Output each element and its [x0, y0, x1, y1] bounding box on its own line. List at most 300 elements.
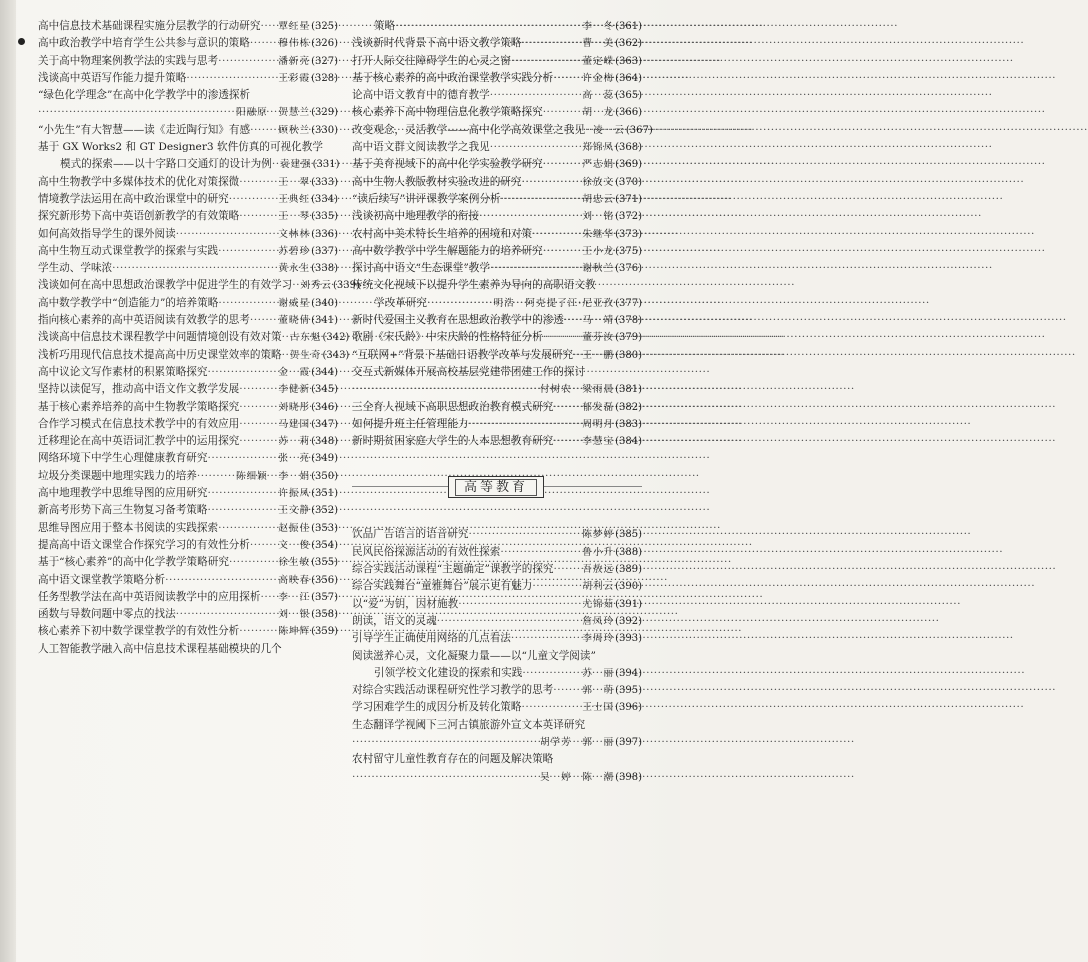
toc-entry-author: 王文静 [278, 505, 311, 517]
toc-entry[interactable] [38, 277, 360, 294]
toc-entry-page: (367) [625, 124, 653, 136]
toc-entry[interactable] [352, 751, 642, 786]
toc-entry-line [352, 596, 642, 613]
leader-dots [532, 578, 580, 595]
toc-entry-page: (341) [311, 315, 338, 327]
toc-entry-line [352, 329, 642, 346]
leader-dots [250, 537, 276, 554]
toc-entry-page: (335) [311, 211, 338, 223]
leader-dots [479, 208, 580, 225]
toc-entry-title: 高中数学教学中学生解题能力的培养研究 [352, 244, 543, 257]
leader-dots [250, 35, 276, 52]
toc-entry-line [352, 364, 642, 381]
toc-entry-page: (389) [615, 564, 642, 576]
toc-entry-title: 新高考形势下高三生物复习备考策略 [38, 504, 208, 517]
toc-entry-title: 传统文化视域下以提升学生素养为导向的高职语文教 [352, 279, 596, 292]
toc-entry-line [38, 554, 338, 571]
toc-entry-author: 李周玲 [582, 633, 615, 645]
toc-entry-line [352, 226, 642, 243]
toc-entry-author: 许金梅 [582, 72, 615, 84]
toc-entry-title: 基于美育视域下的高中化学实验教学研究 [352, 158, 543, 171]
toc-entry-line [38, 243, 338, 260]
toc-entry-author: 古东魁 [289, 332, 322, 344]
toc-entry-line [352, 295, 642, 312]
toc-entry[interactable] [352, 122, 653, 139]
leader-dots [197, 468, 234, 485]
leader-dots [564, 312, 580, 329]
toc-entry[interactable] [38, 589, 338, 606]
toc-entry-title: “读后续写”讲评课教学案例分析 [352, 192, 501, 205]
toc-entry-author: 周明月 [582, 418, 615, 430]
toc-entry-line [352, 191, 642, 208]
toc-entry-author: 高 蕊 [582, 90, 615, 102]
toc-entry[interactable] [38, 416, 338, 433]
toc-entry-page: (361) [615, 21, 642, 32]
toc-entry-title: 浅谈初高中地理教学的衔接 [352, 210, 480, 223]
toc-entry-author: 郭 萌 [582, 685, 615, 697]
toc-entry-title: 高中生物人教版教材实验改进的研究 [352, 175, 522, 188]
leader-dots [458, 596, 580, 613]
toc-entry-line [38, 329, 350, 346]
toc-entry-title: 浅谈新时代背景下高中语文教学策略 [352, 37, 522, 50]
toc-entry-page: (394) [615, 667, 642, 679]
toc-entry-title: 论高中语文教育中的德育教学 [352, 89, 490, 102]
toc-entry-title: 学生动、学味浓 [38, 262, 113, 275]
toc-entry[interactable] [352, 561, 642, 578]
toc-entry-line [38, 520, 338, 537]
toc-entry[interactable] [38, 520, 338, 537]
toc-entry-page: (344) [311, 366, 338, 378]
toc-entry-page: (351) [311, 488, 338, 500]
toc-entry[interactable] [352, 35, 642, 52]
toc-entry-line [352, 277, 642, 294]
toc-entry[interactable] [38, 364, 338, 381]
toc-entry-line [38, 502, 338, 519]
leader-dots [522, 35, 581, 52]
toc-entry-page: (390) [615, 581, 642, 593]
toc-entry-title: 基于核心素养的高中政治课堂教学实践分析 [352, 71, 554, 84]
toc-entry-page: (365) [615, 90, 642, 102]
toc-entry[interactable] [352, 243, 642, 260]
toc-entry-title: 饮品广告语言的语音研究 [352, 528, 469, 541]
leader-dots [553, 399, 580, 416]
toc-entry[interactable] [352, 399, 642, 416]
toc-entry-author: 严志娟 [582, 159, 615, 171]
leader-dots [511, 630, 580, 647]
toc-entry-line [38, 208, 338, 225]
leader-dots [260, 18, 276, 35]
toc-entry-title: 三全育人视域下高职思想政治教育模式研究 [352, 400, 554, 413]
toc-entry-author: 胡 龙 [582, 107, 615, 119]
toc-entry-line [352, 751, 642, 768]
toc-entry-page: (368) [615, 142, 642, 154]
toc-entry[interactable] [352, 139, 642, 156]
leader-dots [490, 139, 581, 156]
toc-entry[interactable] [352, 613, 642, 630]
leader-dots [543, 329, 581, 346]
toc-entry-author: 贺生奇 [289, 349, 322, 361]
toc-entry-author: 尤锦茹 [582, 598, 615, 610]
toc-entry[interactable] [38, 433, 338, 450]
toc-entry-line [38, 381, 338, 398]
toc-entry-title: 高中生物教学中多媒体技术的优化对策探微 [38, 175, 240, 188]
toc-entry-line [38, 295, 338, 312]
toc-entry-title: 函数与导数问题中零点的找法 [38, 608, 176, 621]
toc-entry[interactable] [38, 347, 350, 364]
leader-dots [239, 399, 276, 416]
toc-right-top-list [352, 18, 653, 450]
leader-dots [208, 364, 277, 381]
toc-entry-page: (382) [615, 401, 642, 413]
toc-entry-title: 核心素养下初中数学课堂教学的有效性分析 [38, 625, 240, 638]
toc-entry-author: 李 江 [278, 591, 311, 603]
toc-entry-line [38, 572, 338, 589]
leader-dots [239, 208, 276, 225]
section-title-box [448, 476, 544, 498]
leader-dots [522, 665, 580, 682]
toc-entry-page: (356) [311, 574, 338, 586]
toc-entry[interactable] [38, 260, 338, 277]
toc-entry-author: 文 俊 [278, 539, 311, 551]
leader-dots [352, 769, 538, 786]
toc-entry[interactable] [38, 450, 338, 467]
toc-entry-page: (369) [615, 159, 642, 171]
toc-entry[interactable] [38, 35, 338, 52]
toc-entry-author: 王彩霞 [278, 72, 311, 84]
toc-entry[interactable] [352, 156, 642, 173]
toc-entry-page: (366) [615, 107, 642, 119]
leader-dots [208, 502, 277, 519]
toc-entry-title: 打开人际交往障碍学生的心灵之窗 [352, 54, 511, 67]
toc-entry[interactable] [352, 174, 642, 191]
toc-entry-author: 李健新 [278, 384, 311, 396]
toc-entry-page: (328) [311, 72, 338, 84]
toc-entry[interactable] [38, 641, 338, 658]
toc-entry[interactable] [38, 191, 338, 208]
toc-entry-author: 穆伟栋 [278, 38, 311, 50]
toc-entry-line [352, 139, 642, 156]
toc-entry[interactable] [38, 485, 338, 502]
toc-entry-line [38, 399, 338, 416]
toc-entry-title: 学改革研究 [374, 296, 427, 309]
leader-dots [500, 544, 580, 561]
toc-entry-title: 探讨高中语文“生态课堂”教学 [352, 262, 490, 275]
toc-entry-title: 人工智能教学融入高中信息技术课程基础模块的几个 [38, 642, 282, 655]
toc-entry[interactable] [352, 544, 642, 561]
leader-dots [208, 450, 277, 467]
toc-entry-author: 刘 银 [278, 609, 311, 621]
toc-entry[interactable] [38, 122, 338, 139]
leader-dots [553, 70, 580, 87]
toc-entry-author: 王小龙 [582, 245, 615, 257]
toc-entry-page: (338) [311, 263, 338, 275]
toc-entry-line [352, 526, 642, 543]
toc-entry-line [38, 174, 338, 191]
toc-entry-line [38, 122, 338, 139]
toc-entry-page: (363) [615, 55, 642, 67]
toc-entry[interactable] [352, 526, 642, 543]
toc-entry[interactable] [352, 630, 642, 647]
toc-entry-author: 董芬汝 [582, 332, 615, 344]
toc-entry-author: 胡忠云 [582, 193, 615, 205]
leader-dots [522, 699, 581, 716]
toc-entry[interactable] [352, 433, 642, 450]
toc-entry-line [38, 364, 338, 381]
toc-entry[interactable] [38, 537, 338, 554]
toc-entry[interactable] [352, 226, 642, 243]
toc-entry-title: 如何高效指导学生的课外阅读 [38, 227, 176, 240]
leader-dots [165, 572, 276, 589]
leader-dots [543, 104, 581, 121]
toc-entry-line [38, 641, 338, 658]
toc-entry-line [352, 312, 642, 329]
toc-entry-page: (388) [615, 546, 642, 558]
toc-entry-line [352, 381, 642, 398]
toc-entry-title: 民风民俗探源活动的有效性探索 [352, 545, 501, 558]
toc-entry[interactable] [38, 554, 338, 571]
toc-entry[interactable] [352, 18, 642, 35]
toc-entry-page: (375) [615, 245, 642, 257]
toc-entry-author: 赵振佳 [278, 522, 311, 534]
toc-entry-author: 王 鹏 [582, 349, 615, 361]
toc-entry-author: 苏 丽 [582, 667, 615, 679]
toc-entry[interactable] [352, 260, 642, 277]
leader-dots [260, 589, 276, 606]
toc-entry-line [38, 70, 338, 87]
toc-entry[interactable] [38, 399, 338, 416]
toc-entry-author: 李 冬 [582, 21, 615, 32]
toc-entry[interactable] [38, 243, 338, 260]
toc-entry-line [38, 589, 338, 606]
toc-entry[interactable] [352, 104, 642, 121]
toc-entry[interactable] [38, 53, 338, 70]
toc-entry-page: (329) [311, 107, 338, 119]
toc-entry-title: 思维导图应用于整本书阅读的实践探索 [38, 521, 219, 534]
toc-entry[interactable] [38, 70, 338, 87]
toc-entry-line [38, 260, 338, 277]
toc-entry-author: 阳融原 贺慧兰 [235, 107, 311, 119]
toc-entry-page: (359) [311, 626, 338, 638]
toc-entry-author: 吾敖远 [582, 564, 615, 576]
toc-entry[interactable] [38, 381, 338, 398]
leader-dots [395, 18, 580, 35]
toc-entry-title: 新时代爱国主义教育在思想政治教学中的渗透 [352, 314, 564, 327]
toc-entry-author: 许振凤 [278, 488, 311, 500]
toc-entry-line [352, 578, 642, 595]
leader-dots [218, 295, 276, 312]
toc-entry[interactable] [38, 623, 338, 640]
toc-entry-line [352, 104, 642, 121]
toc-entry-title: 生态翻译学视阈下三河古镇旅游外宣文本英译研究 [352, 718, 586, 731]
toc-entry[interactable] [38, 174, 338, 191]
toc-entry-author: 付树农 梁雨晨 [539, 384, 615, 396]
leader-dots [239, 623, 276, 640]
toc-entry[interactable] [352, 578, 642, 595]
toc-entry-line [38, 87, 338, 104]
toc-entry-page: (391) [615, 598, 642, 610]
toc-entry-author: 王士国 [582, 702, 615, 714]
toc-entry-author: 马 靖 [582, 315, 615, 327]
toc-entry[interactable] [352, 53, 642, 70]
toc-entry-title: 高中数学教学中“创造能力”的培养策略 [38, 296, 219, 309]
leader-dots [501, 191, 581, 208]
toc-entry-line [352, 433, 642, 450]
toc-entry-page: (396) [615, 702, 642, 714]
toc-entry-page: (348) [311, 436, 338, 448]
toc-entry-page: (350) [311, 470, 338, 482]
toc-entry[interactable] [38, 312, 338, 329]
leader-dots [437, 613, 581, 630]
leader-dots [239, 174, 276, 191]
toc-entry-author: 胡学芳 郭 丽 [539, 736, 615, 748]
toc-entry[interactable] [352, 699, 642, 716]
toc-entry-author: 苏 莉 [278, 436, 311, 448]
toc-entry-line [38, 312, 338, 329]
toc-entry-line [352, 208, 642, 225]
toc-entry[interactable] [352, 717, 642, 752]
toc-entry-line [352, 769, 642, 786]
leader-dots [112, 260, 276, 277]
toc-entry-page: (370) [615, 176, 642, 188]
toc-entry-title: 综合实践活动课程“主题确定”课教学的探究 [352, 563, 554, 576]
toc-entry-line [352, 613, 642, 630]
toc-entry-title: 迁移理论在高中英语词汇教学中的运用探究 [38, 435, 240, 448]
toc-entry[interactable] [352, 347, 642, 364]
binder-hole-icon [18, 38, 25, 45]
toc-entry[interactable] [38, 139, 338, 174]
toc-entry-title: 网络环境下中学生心理健康教育研究 [38, 452, 208, 465]
toc-entry-author: 吴 婷 陈 潮 [539, 771, 615, 783]
toc-entry-author: 高映春 [278, 574, 311, 586]
toc-entry-line [38, 623, 338, 640]
toc-entry[interactable] [352, 208, 642, 225]
toc-entry-author: 王典红 [278, 193, 311, 205]
toc-entry-title: 浅谈如何在高中思想政治课教学中促进学生的有效学习 [38, 279, 293, 292]
toc-entry-page: (336) [311, 228, 338, 240]
toc-entry-line [352, 665, 642, 682]
toc-entry-line [38, 226, 338, 243]
toc-entry[interactable] [352, 70, 642, 87]
toc-entry-author: 徐生敏 [278, 557, 311, 569]
toc-entry-line [352, 70, 642, 87]
toc-entry-page: (357) [311, 591, 338, 603]
section-title: 高等教育 [455, 479, 537, 496]
leader-dots [176, 606, 277, 623]
toc-entry-author: 胡利云 [582, 581, 615, 593]
toc-entry-line [38, 191, 338, 208]
toc-entry-page: (371) [615, 193, 642, 205]
leader-dots [218, 243, 276, 260]
leader-dots [239, 416, 276, 433]
toc-entry[interactable] [352, 191, 642, 208]
leader-dots [490, 260, 580, 277]
leader-dots [522, 174, 581, 191]
toc-entry-page: (339) [333, 280, 360, 292]
toc-entry-line [352, 717, 642, 734]
toc-entry[interactable] [38, 295, 338, 312]
toc-entry-page: (347) [311, 418, 338, 430]
toc-entry-line [352, 699, 642, 716]
toc-entry-page: (398) [615, 771, 642, 783]
toc-entry-line [352, 544, 642, 561]
toc-entry-line [352, 399, 642, 416]
toc-entry[interactable] [352, 682, 642, 699]
toc-entry[interactable] [352, 416, 642, 433]
toc-entry[interactable] [352, 312, 642, 329]
toc-entry-page: (380) [615, 349, 642, 361]
toc-entry-line [352, 260, 642, 277]
toc-entry-author: 朱继华 [582, 228, 615, 240]
toc-entry-author: 陈细颖 李 娟 [235, 470, 311, 482]
toc-entry-page: (376) [615, 263, 642, 275]
toc-entry-line [38, 416, 338, 433]
leader-dots [469, 526, 581, 543]
toc-entry-page: (345) [311, 384, 338, 396]
toc-entry-title: “小先生”有大智慧——读《走近陶行知》有感 [38, 123, 251, 136]
toc-entry-title: 浅谈高中英语写作能力提升策略 [38, 71, 187, 84]
toc-entry[interactable] [38, 208, 338, 225]
toc-entry-line [352, 648, 642, 665]
toc-entry-title: “绿色化学理念”在高中化学教学中的渗透探析 [38, 89, 251, 102]
toc-entry-line [352, 561, 642, 578]
toc-entry-line [352, 156, 642, 173]
toc-entry-page: (354) [311, 539, 338, 551]
toc-entry[interactable] [38, 572, 338, 589]
toc-entry-line [38, 433, 338, 450]
toc-right-column [352, 18, 653, 786]
toc-entry-title: 坚持以读促写，推动高中语文作文教学发展 [38, 383, 240, 396]
toc-entry[interactable] [38, 18, 338, 35]
toc-entry-title: 垃圾分类课题中地理实践力的培养 [38, 469, 197, 482]
toc-entry[interactable] [38, 606, 338, 623]
toc-entry-author: 郁发磊 [582, 401, 615, 413]
toc-entry-page: (385) [615, 529, 642, 541]
toc-entry[interactable] [38, 329, 350, 346]
toc-entry-page: (333) [311, 176, 338, 188]
toc-entry[interactable] [38, 87, 338, 122]
toc-entry-line [352, 734, 642, 751]
toc-entry[interactable] [352, 87, 642, 104]
toc-entry-line [38, 606, 338, 623]
leader-dots [553, 433, 580, 450]
page-binding-edge [0, 0, 16, 962]
toc-entry[interactable] [352, 364, 642, 399]
toc-entry[interactable] [352, 277, 642, 312]
toc-entry-author: 郑锦凤 [582, 142, 615, 154]
toc-entry-title: 核心素养下高中物理信息化教学策略探究 [352, 106, 543, 119]
toc-entry[interactable] [38, 468, 338, 485]
leader-dots [543, 156, 581, 173]
toc-entry-line [352, 122, 653, 139]
toc-entry-author: 陈梦婷 [582, 529, 615, 541]
toc-entry-title: 高中议论文写作素材的积累策略探究 [38, 365, 208, 378]
toc-entry-title: 提高高中语文课堂合作探究学习的有效性分析 [38, 538, 250, 551]
leader-dots [427, 295, 492, 312]
toc-entry-line [38, 485, 338, 502]
toc-entry[interactable] [38, 502, 338, 519]
toc-entry[interactable] [38, 226, 338, 243]
toc-entry-page: (393) [615, 633, 642, 645]
toc-entry-title: 综合实践舞台“童雅舞台”展示更有魅力 [352, 580, 533, 593]
toc-entry-title: 农村留守儿童性教育存在的问题及解决策略 [352, 753, 554, 766]
toc-left-column [38, 18, 360, 658]
toc-entry[interactable] [352, 329, 642, 346]
toc-entry-page: (384) [615, 436, 642, 448]
toc-entry[interactable] [352, 648, 642, 683]
toc-entry-author: 袁建强 [279, 159, 312, 171]
toc-entry[interactable] [352, 596, 642, 613]
toc-entry-page: (346) [311, 401, 338, 413]
